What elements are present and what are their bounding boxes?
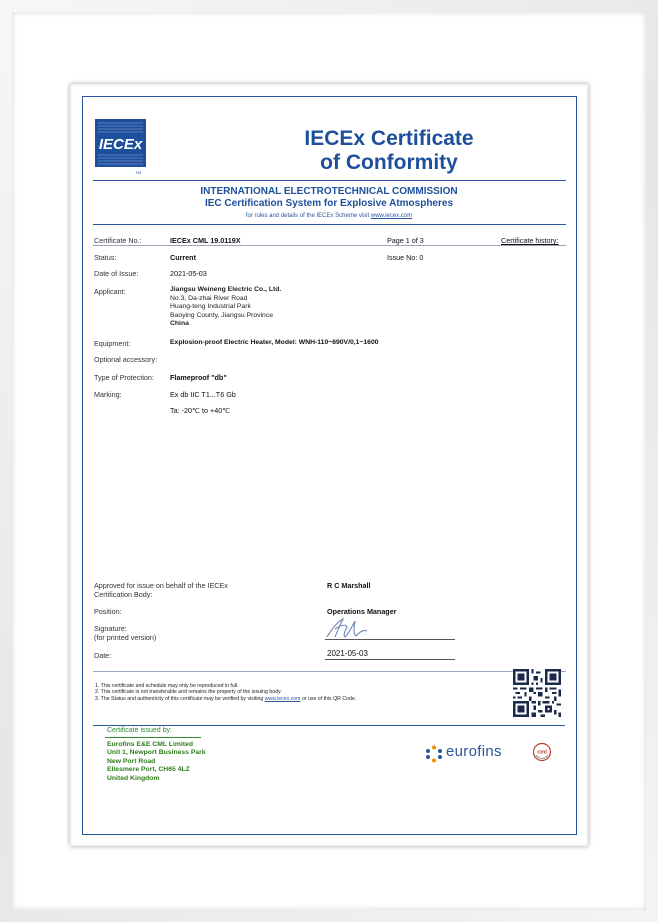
date-of-issue-label: Date of Issue: [94, 269, 139, 278]
issued-by-label: Certificate issued by: [107, 727, 172, 734]
signature-image [323, 615, 393, 641]
signature-label: Signature: (for printed version) [94, 624, 157, 642]
divider [93, 245, 566, 246]
scheme-rules-note: for rules and details of the IECEx Scheme visit www.iecex.com [245, 213, 413, 219]
applicant-label: Applicant: [94, 287, 126, 296]
eurofins-logo-icon [425, 745, 443, 763]
issued-by-underline [105, 737, 201, 738]
svg-text:IECEx: IECEx [98, 136, 143, 153]
marking-value: Ex db IIC T1...T6 Gb [170, 390, 236, 399]
divider [93, 224, 566, 225]
certificate-history-link[interactable]: Certificate history: [501, 236, 559, 245]
page-indicator: Page 1 of 3 [387, 236, 424, 245]
equipment-value: Explosion-proof Electric Heater, Model: WNH-110~690V/0,1~1600 [170, 339, 379, 346]
marking-label: Marking: [94, 390, 122, 399]
svg-text:TM: TM [135, 170, 141, 175]
certificate-title: IECEx Certificate of Conformity [304, 127, 474, 174]
status-label: Status: [94, 253, 117, 262]
optional-accessory-label: Optional accessory: [94, 355, 158, 364]
position-value: Operations Manager [327, 607, 397, 616]
protection-type-value: Flameproof "db" [170, 373, 227, 382]
iecex-logo [95, 119, 146, 175]
ambient-temperature: Ta: -20℃ to +40℃ [170, 406, 231, 415]
signature-line [325, 639, 455, 640]
eurofins-wordmark: eurofins [446, 743, 502, 760]
svg-text:cml: cml [537, 749, 547, 756]
status-value: Current [170, 253, 196, 262]
approval-date: 2021-05-03 [327, 649, 368, 658]
approved-label: Approved for issue on behalf of the IECEx Certification Body: [94, 581, 228, 599]
cert-no-label: Certificate No.: [94, 236, 142, 245]
equipment-label: Equipment: [94, 339, 131, 348]
issue-number: Issue No: 0 [387, 253, 424, 262]
protection-type-label: Type of Protection: [94, 373, 154, 382]
date-label: Date: [94, 651, 112, 660]
verify-link[interactable]: www.iecex.com [264, 695, 301, 702]
applicant-block: Jiangsu Weineng Electric Co., Ltd. No.3, Da-zhai River Road Huang-teng Industrial Park Baoying County, Jiangsu Province China [170, 286, 282, 328]
certificate [82, 96, 577, 835]
date-line [325, 659, 455, 660]
date-of-issue-value: 2021-05-03 [170, 269, 207, 278]
qr-code[interactable] [513, 669, 561, 717]
position-label: Position: [94, 607, 122, 616]
cml-logo [532, 742, 552, 762]
divider [93, 671, 566, 672]
iecex-link[interactable]: www.iecex.com [370, 213, 413, 219]
issuing-organization: INTERNATIONAL ELECTROTECHNICAL COMMISSION IEC Certification System for Explosive Atmospheres [200, 186, 458, 209]
issuer-address: Eurofins E&E CML Limited Unit 1, Newport Business Park New Port Road Ellesmere Port, CH65 4LZ United Kingdom [107, 741, 206, 782]
cert-no-value: IECEx CML 19.0119X [170, 236, 241, 245]
notes: 1. This certificate and schedule may only be reproduced in full. 2. This certificate is not transferable and remains the property of the issuing body. 3. The Status and authenticity of this certificate may be verified by visiting www.iecex.com or use of this QR Code. [95, 683, 357, 702]
approver-name: R C Marshall [327, 581, 371, 590]
divider [93, 180, 566, 181]
